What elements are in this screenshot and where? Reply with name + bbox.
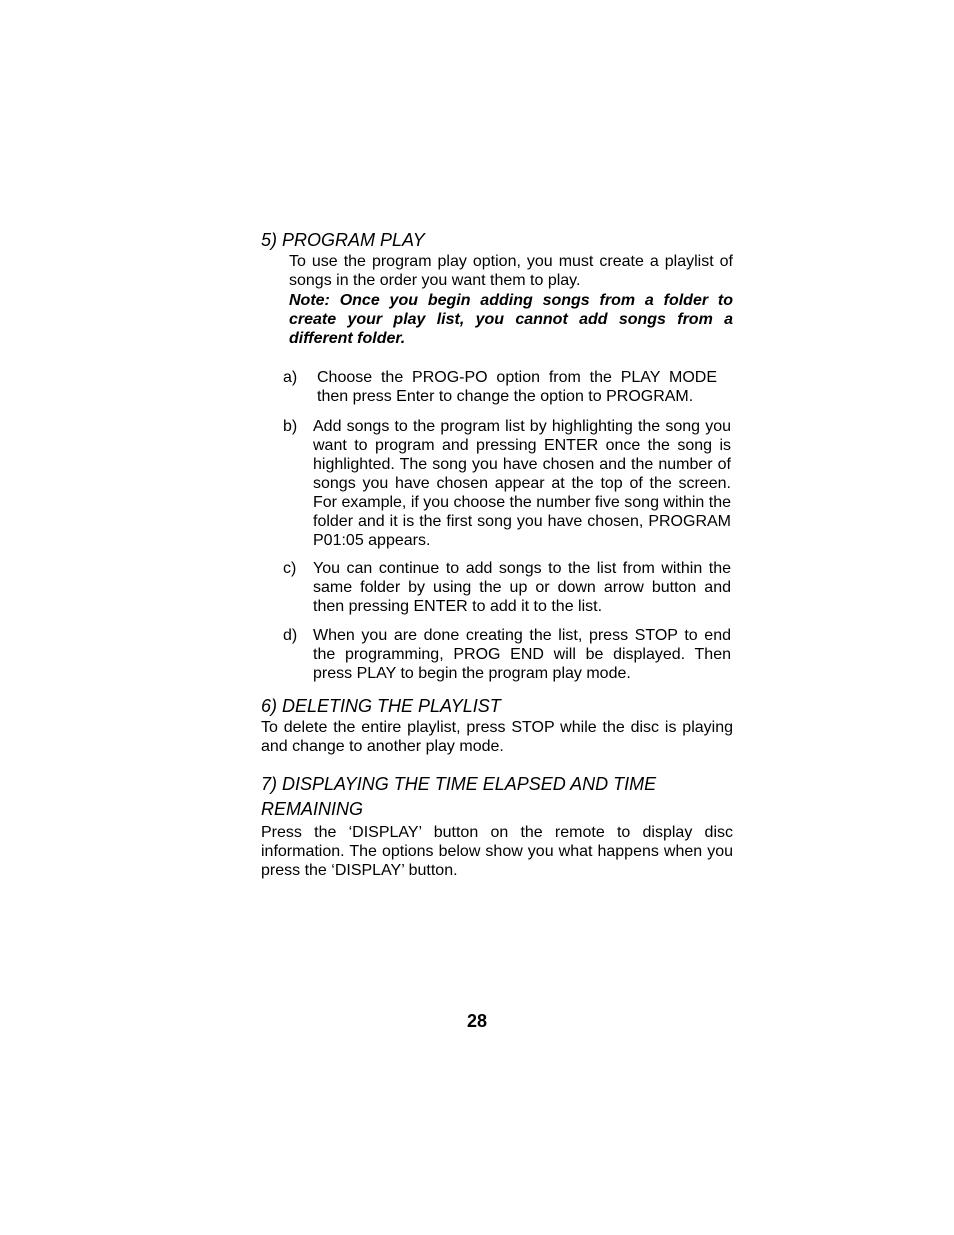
page-number: 28 [466,1011,488,1031]
program-play-intro: To use the program play option, you must create a playlist of songs in the order you want them to play. [289,253,733,289]
section-heading-program-play: 5) PROGRAM PLAY [261,230,425,250]
step-text: Add songs to the program list by highlighting the song you want to program and pressing ENTER once the song is highlighted. The song you have chosen and the number of songs you have chosen appear at the top of the screen. For example, if you choose the number five song within the folder and it is the first song you have chosen, PROGRAM P01:05 appears. [313,418,731,549]
step-letter: a) [283,369,298,386]
step-text: Choose the PROG-PO option from the PLAY MODE then press Enter to change the option to PROGRAM. [317,369,717,405]
section-heading-displaying-time: 7) DISPLAYING THE TIME ELAPSED AND TIME [261,774,657,794]
step-letter: d) [283,627,298,644]
step-text: You can continue to add songs to the list from within the same folder by using the up or down arrow button and then pressing ENTER to add it to the list. [313,560,731,615]
section-heading-deleting-playlist: 6) DELETING THE PLAYLIST [261,696,501,716]
step-letter: c) [283,560,297,577]
step-letter: b) [283,418,298,435]
program-play-note: Note: Once you begin adding songs from a folder to create your play list, you cannot add songs from a different folder. [289,292,733,347]
displaying-time-text: Press the ‘DISPLAY’ button on the remote to display disc information. The options below show you what happens when you press the ‘DISPLAY’ button. [261,824,733,879]
section-heading-displaying-time-line2: REMAINING [261,799,364,819]
step-text: When you are done creating the list, press STOP to end the programming, PROG END will be displayed. Then press PLAY to begin the program play mode. [313,627,731,682]
deleting-playlist-text: To delete the entire playlist, press STOP while the disc is playing and change to another play mode. [261,719,733,755]
